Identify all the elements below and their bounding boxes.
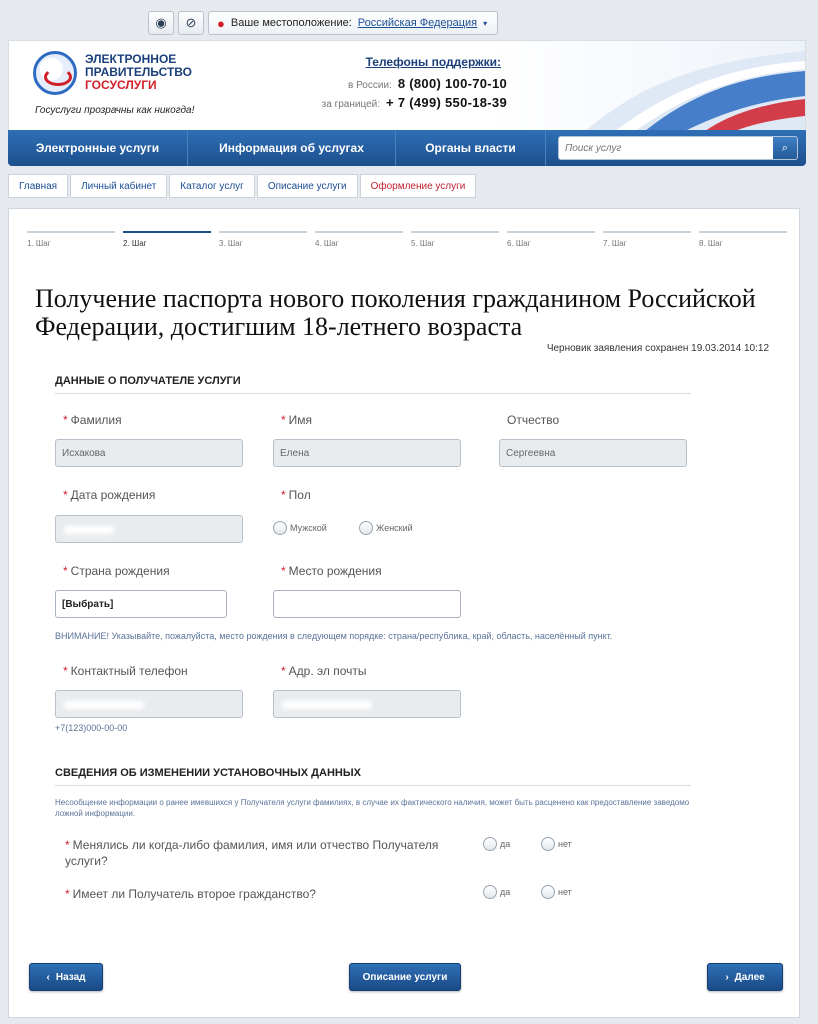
redacted-value (64, 526, 114, 534)
name-label: * Имя (281, 413, 313, 427)
birthdate-field[interactable] (55, 515, 243, 543)
location-selector[interactable] (208, 11, 498, 35)
step-8[interactable]: 8. Шаг (699, 231, 787, 248)
breadcrumb-current: Оформление услуги (360, 174, 477, 198)
patronymic-label: Отчество (507, 413, 560, 427)
service-description-button[interactable] (349, 963, 461, 991)
radio-circle[interactable] (483, 837, 497, 851)
phone-number: + 7 (499) 550-18-39 (386, 95, 507, 110)
nav-item-electronic-services[interactable]: Электронные услуги (8, 130, 188, 166)
name-changed-yes-radio[interactable] (483, 837, 510, 851)
radio-circle[interactable] (541, 885, 555, 899)
phone-abroad (307, 94, 507, 113)
support-phones (307, 55, 507, 113)
phone-field[interactable] (55, 690, 243, 718)
radio-label: Мужской (290, 523, 327, 533)
gender-female-radio[interactable] (359, 521, 413, 535)
gender-male-radio[interactable] (273, 521, 327, 535)
name-changed-no-radio[interactable] (541, 837, 572, 851)
breadcrumb-catalog[interactable]: Каталог услуг (169, 174, 255, 198)
search-input[interactable] (559, 137, 773, 159)
slogan: Госуслуги прозрачны как никогда! (35, 105, 195, 116)
phone-russia (307, 75, 507, 94)
step-progress (27, 231, 787, 248)
birth-country-select[interactable]: [Выбрать] (55, 590, 227, 618)
section-recipient-title: ДАННЫЕ О ПОЛУЧАТЕЛЕ УСЛУГИ (55, 375, 691, 394)
phone-number: 8 (800) 100-70-10 (397, 76, 507, 91)
back-button[interactable] (29, 963, 103, 991)
radio-label: нет (558, 887, 572, 897)
email-label: * Адр. эл почты (281, 664, 367, 678)
logo-line-3: ГОСУСЛУГИ (85, 78, 157, 92)
phone-format-hint: +7(123)000-00-00 (55, 723, 128, 733)
step-4[interactable]: 4. Шаг (315, 231, 403, 248)
patronymic-field[interactable]: Сергеевна (499, 439, 687, 467)
section-changes-title: СВЕДЕНИЯ ОБ ИЗМЕНЕНИИ УСТАНОВОЧНЫХ ДАННЫХ (55, 767, 691, 786)
phone-label: за границей: (321, 99, 381, 110)
birth-place-label: * Место рождения (281, 564, 382, 578)
citizenship-yes-radio[interactable] (483, 885, 510, 899)
phone-label: * Контактный телефон (63, 664, 188, 678)
next-button-label: Далее (734, 971, 765, 983)
step-6[interactable]: 6. Шаг (507, 231, 595, 248)
radio-label: да (500, 887, 511, 897)
support-title[interactable]: Телефоны поддержки: (365, 55, 501, 69)
logo-line-1: ЭЛЕКТРОННОЕ (85, 52, 177, 66)
radio-label: да (500, 839, 511, 849)
section-changes-note: Несообщение информации о ранее имевшихся у Получателя услуги фамилиях, в случае их фактического наличия, может быть расценено как предоставление заведомо ложной информации. (55, 798, 690, 818)
nav-item-authorities[interactable]: Органы власти (396, 130, 546, 166)
question-name-changed: * Менялись ли когда-либо фамилия, имя или отчество Получателя услуги? (65, 838, 439, 868)
radio-circle[interactable] (541, 837, 555, 851)
chevron-left-icon: ‹ (46, 971, 50, 983)
form-panel (8, 208, 800, 1018)
service-description-label: Описание услуги (362, 971, 448, 983)
birthdate-label: * Дата рождения (63, 488, 156, 502)
citizenship-no-radio[interactable] (541, 885, 572, 899)
flag-decoration (505, 41, 805, 130)
location-value[interactable]: Российская Федерация (357, 17, 478, 29)
step-3[interactable]: 3. Шаг (219, 231, 307, 248)
step-1[interactable]: 1. Шаг (27, 231, 115, 248)
step-5[interactable]: 5. Шаг (411, 231, 499, 248)
phone-label: в России: (347, 80, 392, 91)
question-second-citizenship: * Имеет ли Получатель второе гражданство? (65, 887, 316, 901)
site-header (8, 40, 806, 130)
back-button-label: Назад (55, 971, 86, 983)
gender-label: * Пол (281, 488, 311, 502)
surname-label: * Фамилия (63, 413, 122, 427)
breadcrumb (8, 174, 478, 198)
logo-line-2: ПРАВИТЕЛЬСТВО (85, 65, 193, 79)
step-2[interactable]: 2. Шаг (123, 231, 211, 248)
breadcrumb-description[interactable]: Описание услуги (257, 174, 358, 198)
name-field[interactable]: Елена (273, 439, 461, 467)
radio-label: нет (558, 839, 572, 849)
search-box (558, 136, 798, 160)
radio-label: Женский (376, 523, 413, 533)
logo-text[interactable] (85, 53, 192, 92)
radio-circle[interactable] (273, 521, 287, 535)
nav-item-service-info[interactable]: Информация об услугах (188, 130, 396, 166)
location-bar (148, 10, 498, 36)
chevron-right-icon: › (725, 971, 729, 983)
gosuslugi-logo-icon[interactable] (33, 51, 77, 95)
search-icon[interactable]: ⌕ (773, 137, 797, 159)
map-pin-icon: ● (217, 15, 225, 31)
eye-icon[interactable]: ◉ (148, 11, 174, 35)
birth-country-label: * Страна рождения (63, 564, 170, 578)
birth-place-warning: ВНИМАНИЕ! Указывайте, пожалуйста, место рождения в следующем порядке: страна/республика, край, область, населённый пункт. (55, 631, 613, 641)
breadcrumb-home[interactable]: Главная (8, 174, 68, 198)
main-nav (8, 130, 806, 166)
chevron-down-icon: ▾ (483, 18, 488, 28)
breadcrumb-cabinet[interactable]: Личный кабинет (70, 174, 167, 198)
redacted-value (64, 701, 144, 709)
surname-field[interactable]: Исхакова (55, 439, 243, 467)
radio-circle[interactable] (359, 521, 373, 535)
radio-circle[interactable] (483, 885, 497, 899)
draft-saved-status: Черновик заявления сохранен 19.03.2014 10:12 (546, 343, 769, 354)
location-label: Ваше местоположение: (230, 17, 352, 29)
step-7[interactable]: 7. Шаг (603, 231, 691, 248)
redacted-value (282, 701, 372, 709)
page-title: Получение паспорта нового поколения гражданином Российской Федерации, достигшим 18-летнего возраста (35, 284, 756, 341)
birth-place-field[interactable] (273, 590, 461, 618)
compass-icon[interactable]: ⊘ (178, 11, 204, 35)
email-field[interactable] (273, 690, 461, 718)
next-button[interactable] (707, 963, 783, 991)
